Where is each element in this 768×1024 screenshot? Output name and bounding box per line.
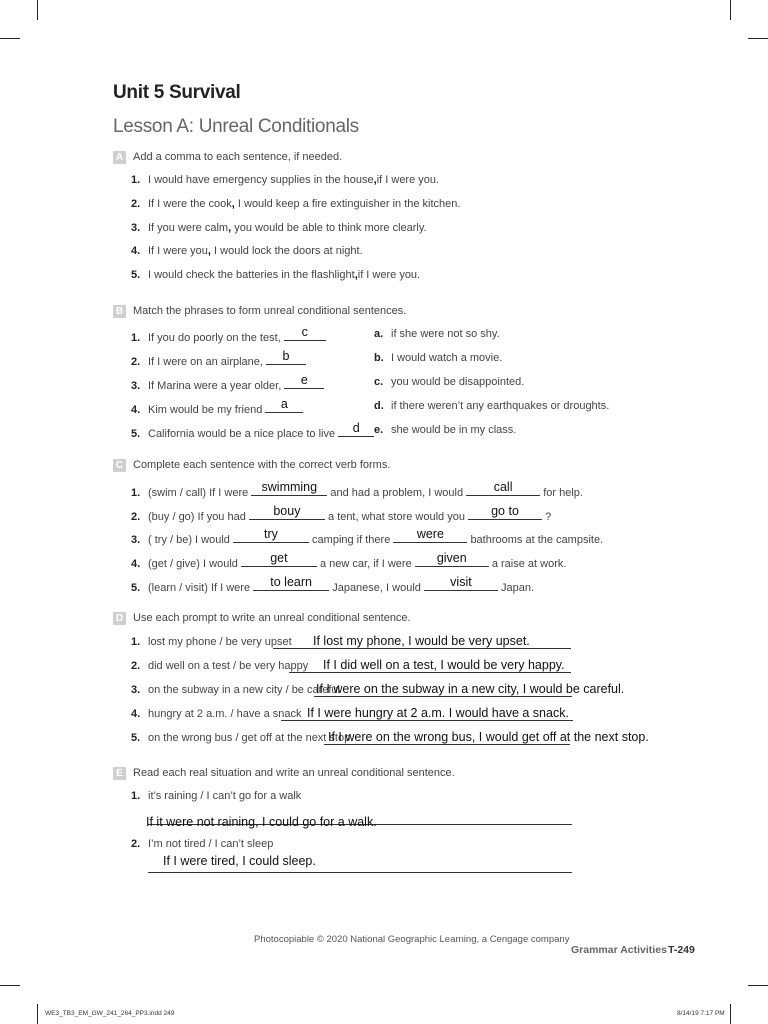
list-item: 4. If I were you, I would lock the doors at night. bbox=[131, 245, 363, 257]
answer-blank[interactable]: were bbox=[393, 530, 467, 543]
list-item: 4. hungry at 2 a.m. / have a snack bbox=[131, 708, 302, 720]
handwritten-answer: If I were on the subway in a new city, I would be careful. bbox=[316, 682, 625, 696]
date-slug: 8/14/19 7:17 PM bbox=[677, 1010, 725, 1017]
handwritten-answer: If I did well on a test, I would be very happy. bbox=[323, 658, 565, 672]
section-d bbox=[113, 612, 713, 752]
unit-title: Unit 5 Survival bbox=[113, 82, 241, 103]
list-item: 2. I’m not tired / I can’t sleep bbox=[131, 838, 274, 850]
handwritten-answer: If I were tired, I could sleep. bbox=[163, 854, 316, 868]
page-number: T-249 bbox=[668, 944, 695, 956]
answer-blank[interactable]: a bbox=[265, 400, 303, 413]
section-c-badge: C bbox=[113, 459, 126, 472]
match-right-item: d. if there weren’t any earthquakes or droughts. bbox=[374, 400, 610, 412]
list-item: 2. If I were the cook, I would keep a fire extinguisher in the kitchen. bbox=[131, 198, 461, 210]
section-a bbox=[113, 151, 713, 291]
crop-mark bbox=[37, 0, 38, 20]
answer-blank[interactable]: try bbox=[233, 530, 309, 543]
crop-mark bbox=[730, 1004, 731, 1024]
match-left-item: 4. Kim would be my friend a bbox=[131, 400, 303, 416]
match-right-item: a. if she were not so shy. bbox=[374, 328, 500, 340]
answer-blank[interactable]: visit bbox=[424, 578, 498, 591]
crop-mark bbox=[37, 1004, 38, 1024]
section-a-badge: A bbox=[113, 151, 126, 164]
answer-blank[interactable]: d bbox=[338, 424, 374, 437]
copyright-notice: Photocopiable © 2020 National Geographic Learning, a Cengage company bbox=[254, 934, 570, 945]
section-b bbox=[113, 305, 713, 440]
list-item: 3. on the subway in a new city / be careful bbox=[131, 684, 340, 696]
file-slug: WE3_TB3_EM_GW_241_264_PP3.indd 249 bbox=[45, 1010, 175, 1017]
match-left-item: 2. If I were on an airplane, b bbox=[131, 352, 306, 368]
crop-mark bbox=[730, 0, 731, 20]
section-b-badge: B bbox=[113, 305, 126, 318]
list-item: 5. (learn / visit) If I were to learn Japanese, I would visit Japan. bbox=[131, 575, 535, 594]
section-e-badge: E bbox=[113, 767, 126, 780]
list-item: 3. ( try / be) I would try camping if there were bathrooms at the campsite. bbox=[131, 527, 604, 546]
section-b-instruction: Match the phrases to form unreal conditional sentences. bbox=[133, 305, 407, 317]
section-a-instruction: Add a comma to each sentence, if needed. bbox=[133, 151, 343, 163]
answer-blank[interactable]: go to bbox=[468, 507, 542, 520]
section-d-instruction: Use each prompt to write an unreal conditional sentence. bbox=[133, 612, 411, 624]
handwritten-comma: , bbox=[354, 269, 358, 281]
answer-blank[interactable]: swimming bbox=[251, 483, 327, 496]
crop-mark bbox=[748, 38, 768, 39]
section-c-instruction: Complete each sentence with the correct verb forms. bbox=[133, 459, 391, 471]
list-item: 2. (buy / go) If you had bouy a tent, what store would you go to ? bbox=[131, 504, 552, 523]
match-left-item: 3. If Marina were a year older, e bbox=[131, 376, 324, 392]
answer-blank[interactable]: to learn bbox=[253, 578, 329, 591]
answer-blank[interactable]: get bbox=[241, 554, 317, 567]
handwritten-comma: , bbox=[231, 198, 235, 210]
match-left-item: 5. California would be a nice place to live d bbox=[131, 424, 374, 440]
section-e bbox=[113, 767, 713, 877]
handwritten-answer: If lost my phone, I would be very upset. bbox=[313, 634, 530, 648]
handwritten-answer: If I were hungry at 2 a.m. I would have a snack. bbox=[307, 706, 569, 720]
answer-line[interactable] bbox=[273, 648, 571, 649]
crop-mark bbox=[0, 38, 20, 39]
answer-blank[interactable]: c bbox=[284, 328, 326, 341]
answer-blank[interactable]: bouy bbox=[249, 507, 325, 520]
section-c bbox=[113, 459, 713, 594]
footer-section-name: Grammar Activities bbox=[571, 944, 667, 956]
match-right-item: b. I would watch a movie. bbox=[374, 352, 503, 364]
answer-blank[interactable]: b bbox=[266, 352, 306, 365]
answer-line[interactable] bbox=[324, 744, 570, 745]
lesson-title: Lesson A: Unreal Conditionals bbox=[113, 116, 359, 137]
list-item: 5. I would check the batteries in the flashlight,if I were you. bbox=[131, 269, 421, 281]
section-d-badge: D bbox=[113, 612, 126, 625]
answer-line[interactable] bbox=[314, 696, 572, 697]
list-item: 5. on the wrong bus / get off at the next stop bbox=[131, 732, 351, 744]
answer-line[interactable] bbox=[148, 872, 572, 873]
answer-blank[interactable]: given bbox=[415, 554, 489, 567]
crop-mark bbox=[748, 985, 768, 986]
match-right-item: e. she would be in my class. bbox=[374, 424, 517, 436]
match-right-item: c. you would be disappointed. bbox=[374, 376, 525, 388]
answer-line[interactable] bbox=[281, 720, 573, 721]
match-left-item: 1. If you do poorly on the test, c bbox=[131, 328, 326, 344]
answer-blank[interactable]: call bbox=[466, 483, 540, 496]
list-item: 2. did well on a test / be very happy bbox=[131, 660, 309, 672]
answer-line[interactable] bbox=[289, 672, 571, 673]
list-item: 1. it’s raining / I can’t go for a walk bbox=[131, 790, 302, 802]
list-item: 1. lost my phone / be very upset bbox=[131, 636, 292, 648]
handwritten-answer: If it were not raining, I could go for a walk. bbox=[146, 815, 377, 829]
handwritten-comma: , bbox=[228, 222, 232, 234]
handwritten-comma: , bbox=[207, 245, 211, 257]
list-item: 1. I would have emergency supplies in the house,if I were you. bbox=[131, 174, 440, 186]
crop-mark bbox=[0, 985, 20, 986]
list-item: 3. If you were calm, you would be able to think more clearly. bbox=[131, 222, 427, 234]
handwritten-answer: If I were on the wrong bus, I would get off at the next stop. bbox=[328, 730, 649, 744]
section-e-instruction: Read each real situation and write an unreal conditional sentence. bbox=[133, 767, 455, 779]
answer-blank[interactable]: e bbox=[284, 376, 324, 389]
list-item: 1. (swim / call) If I were swimming and had a problem, I would call for help. bbox=[131, 480, 583, 499]
list-item: 4. (get / give) I would get a new car, if I were given a raise at work. bbox=[131, 551, 567, 570]
handwritten-comma: , bbox=[373, 174, 377, 186]
